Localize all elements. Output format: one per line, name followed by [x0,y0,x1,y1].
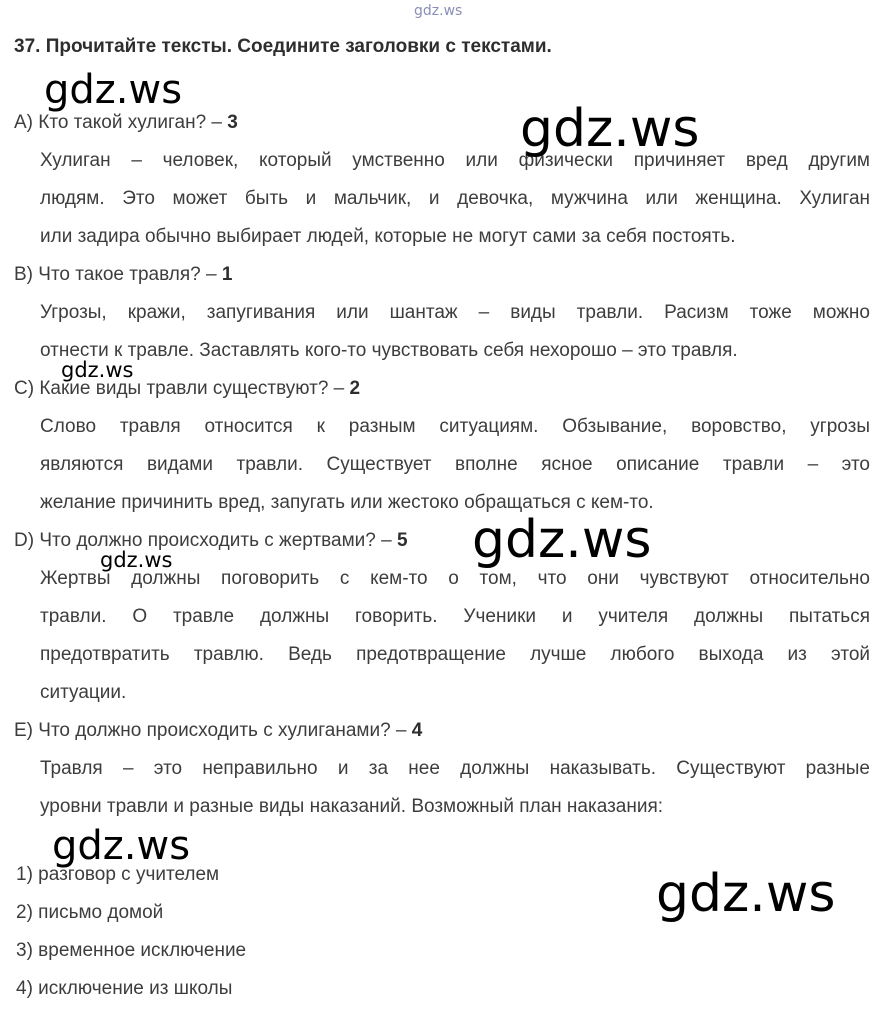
answer-e: 4 [411,720,423,741]
text-b-line-2: отнести к травле. Заставлять кого-то чувствовать себя нехорошо – это травля. [40,340,738,361]
text-d-line-2: травли. О травле должны говорить. Ученики и учителя должны пытаться [40,606,870,627]
text-b-line-1: Угрозы, кражи, запугивания или шантаж – виды травли. Расизм тоже можно [40,302,870,323]
answer-c: 2 [349,378,361,399]
answer-d: 5 [396,530,408,551]
text-d-line-3: предотвратить травлю. Ведь предотвращение лучше любого выхода из этой [40,644,870,665]
question-e: E) Что должно происходить с хулиганами? – 4 [14,720,423,741]
text-a-line-2: людям. Это может быть и мальчик, и девочка, мужчина или женщина. Хулиган [40,188,870,209]
watermark: gdz.ws [44,67,183,113]
list-item: 1) разговор с учителем [16,864,220,885]
watermark: gdz.ws [100,548,173,572]
watermark: gdz.ws [472,510,652,570]
list-item: 4) исключение из школы [16,978,233,999]
watermark: gdz.ws [52,823,191,869]
watermark: gdz.ws [61,358,134,382]
watermark: gdz.ws [656,864,836,924]
question-a: A) Кто такой хулиган? – 3 [14,112,238,133]
list-item: 3) временное исключение [16,940,247,961]
text-c-line-2: являются видами травли. Существует вполне ясное описание травли – это [40,454,870,475]
list-item: 2) письмо домой [16,902,164,923]
text-c-line-3: желание причинить вред, запугать или жестоко обращаться с кем-то. [40,492,654,513]
text-d-line-4: ситуации. [40,682,127,703]
watermark-top: gdz.ws [414,3,463,19]
text-d-line-1: Жертвы должны поговорить с кем-то о том, что они чувствуют относительно [40,568,870,589]
exercise-title: 37. Прочитайте тексты. Соедините заголовки с текстами. [14,36,552,57]
text-a-line-1: Хулиган – человек, который умственно или физически причиняет вред другим [40,150,870,171]
text-c-line-1: Слово травля относится к разным ситуациям. Обзывание, воровство, угрозы [40,416,870,437]
watermark: gdz.ws [520,99,700,159]
text-a-line-3: или задира обычно выбирает людей, которые не могут сами за себя постоять. [40,226,736,247]
question-c: C) Какие виды травли существуют? – 2 [14,378,361,399]
text-e-line-2: уровни травли и разные виды наказаний. Возможный план наказания: [40,796,664,817]
text-e-line-1: Травля – это неправильно и за нее должны наказывать. Существуют разные [40,758,870,779]
answer-a: 3 [227,112,238,133]
question-d: D) Что должно происходить с жертвами? – 5 [14,530,408,551]
answer-b: 1 [221,264,233,285]
question-b: B) Что такое травля? – 1 [14,264,233,285]
